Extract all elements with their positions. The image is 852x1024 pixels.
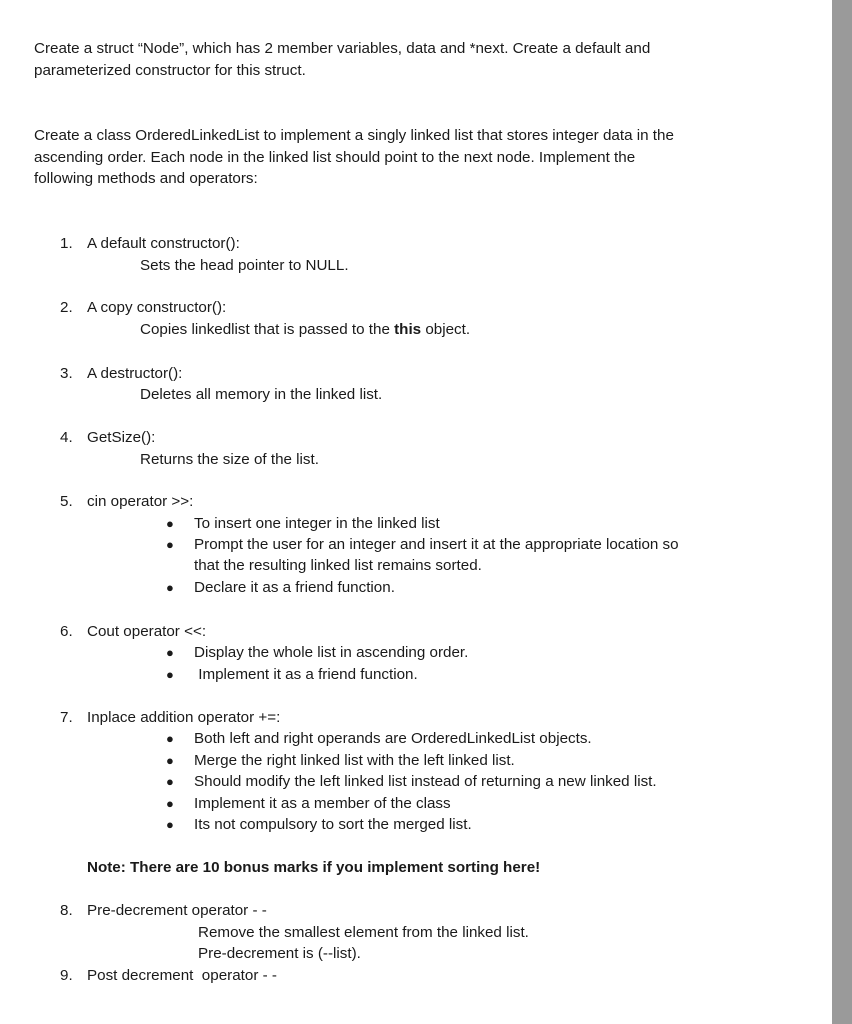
item-description: Pre-decrement is (--list). [198, 945, 361, 962]
item-description: Returns the size of the list. [140, 451, 319, 468]
bullet-icon: ● [166, 580, 174, 595]
item-heading: Post decrement operator - - [87, 967, 277, 984]
bullet-icon: ● [166, 774, 174, 789]
item-description: Sets the head pointer to NULL. [140, 257, 349, 274]
bullet-text: Its not compulsory to sort the merged list. [194, 816, 472, 833]
struct-intro-line-2: parameterized constructor for this struct. [34, 62, 306, 79]
bullet-icon: ● [166, 753, 174, 768]
item-heading: GetSize(): [87, 429, 156, 446]
bullet-text-continuation: that the resulting linked list remains sorted. [194, 557, 482, 574]
class-intro-line-3: following methods and operators: [34, 170, 258, 187]
item-number: 4. [60, 429, 73, 446]
item-number: 5. [60, 493, 73, 510]
class-intro-line-1: Create a class OrderedLinkedList to implement a singly linked list that stores integer data in the [34, 127, 674, 144]
bullet-icon: ● [166, 796, 174, 811]
side-scroll-rail[interactable] [832, 0, 852, 1024]
item-number: 6. [60, 623, 73, 640]
class-intro-line-2: ascending order. Each node in the linked list should point to the next node. Implement the [34, 149, 636, 166]
item-heading: A default constructor(): [87, 235, 240, 252]
item-number: 1. [60, 235, 73, 252]
bullet-text: Merge the right linked list with the left linked list. [194, 752, 515, 769]
item-heading: Cout operator <<: [87, 623, 207, 640]
bullet-icon: ● [166, 731, 174, 746]
item-heading: A copy constructor(): [87, 299, 227, 316]
bullet-text: Implement it as a member of the class [194, 795, 451, 812]
item-description: Remove the smallest element from the linked list. [198, 924, 529, 941]
item-number: 2. [60, 299, 73, 316]
item-heading: Pre-decrement operator - - [87, 902, 267, 919]
struct-intro-line-1: Create a struct “Node”, which has 2 member variables, data and *next. Create a default and [34, 40, 651, 57]
item-number: 3. [60, 365, 73, 382]
item-description [140, 319, 470, 341]
item-description: Deletes all memory in the linked list. [140, 386, 383, 403]
desc-text: object. [421, 321, 471, 338]
bullet-text: Should modify the left linked list instead of returning a new linked list. [194, 773, 657, 790]
item-heading: Inplace addition operator +=: [87, 709, 281, 726]
bonus-note: Note: There are 10 bonus marks if you implement sorting here! [87, 859, 541, 876]
bullet-icon: ● [166, 645, 174, 660]
bullet-text: To insert one integer in the linked list [194, 515, 440, 532]
desc-bold-keyword: this [394, 321, 422, 338]
bullet-text: Prompt the user for an integer and insert it at the appropriate location so [194, 536, 679, 553]
bullet-text: Display the whole list in ascending order. [194, 644, 469, 661]
bullet-icon: ● [166, 537, 174, 552]
bullet-text: Declare it as a friend function. [194, 579, 395, 596]
bullet-text: Implement it as a friend function. [194, 666, 418, 683]
item-number: 8. [60, 902, 73, 919]
item-heading: cin operator >>: [87, 493, 194, 510]
bullet-icon: ● [166, 817, 174, 832]
bullet-icon: ● [166, 516, 174, 531]
item-number: 9. [60, 967, 73, 984]
bullet-icon: ● [166, 667, 174, 682]
bullet-text: Both left and right operands are OrderedLinkedList objects. [194, 730, 592, 747]
desc-text: Copies linkedlist that is passed to the [140, 321, 395, 338]
item-heading: A destructor(): [87, 365, 183, 382]
item-number: 7. [60, 709, 73, 726]
